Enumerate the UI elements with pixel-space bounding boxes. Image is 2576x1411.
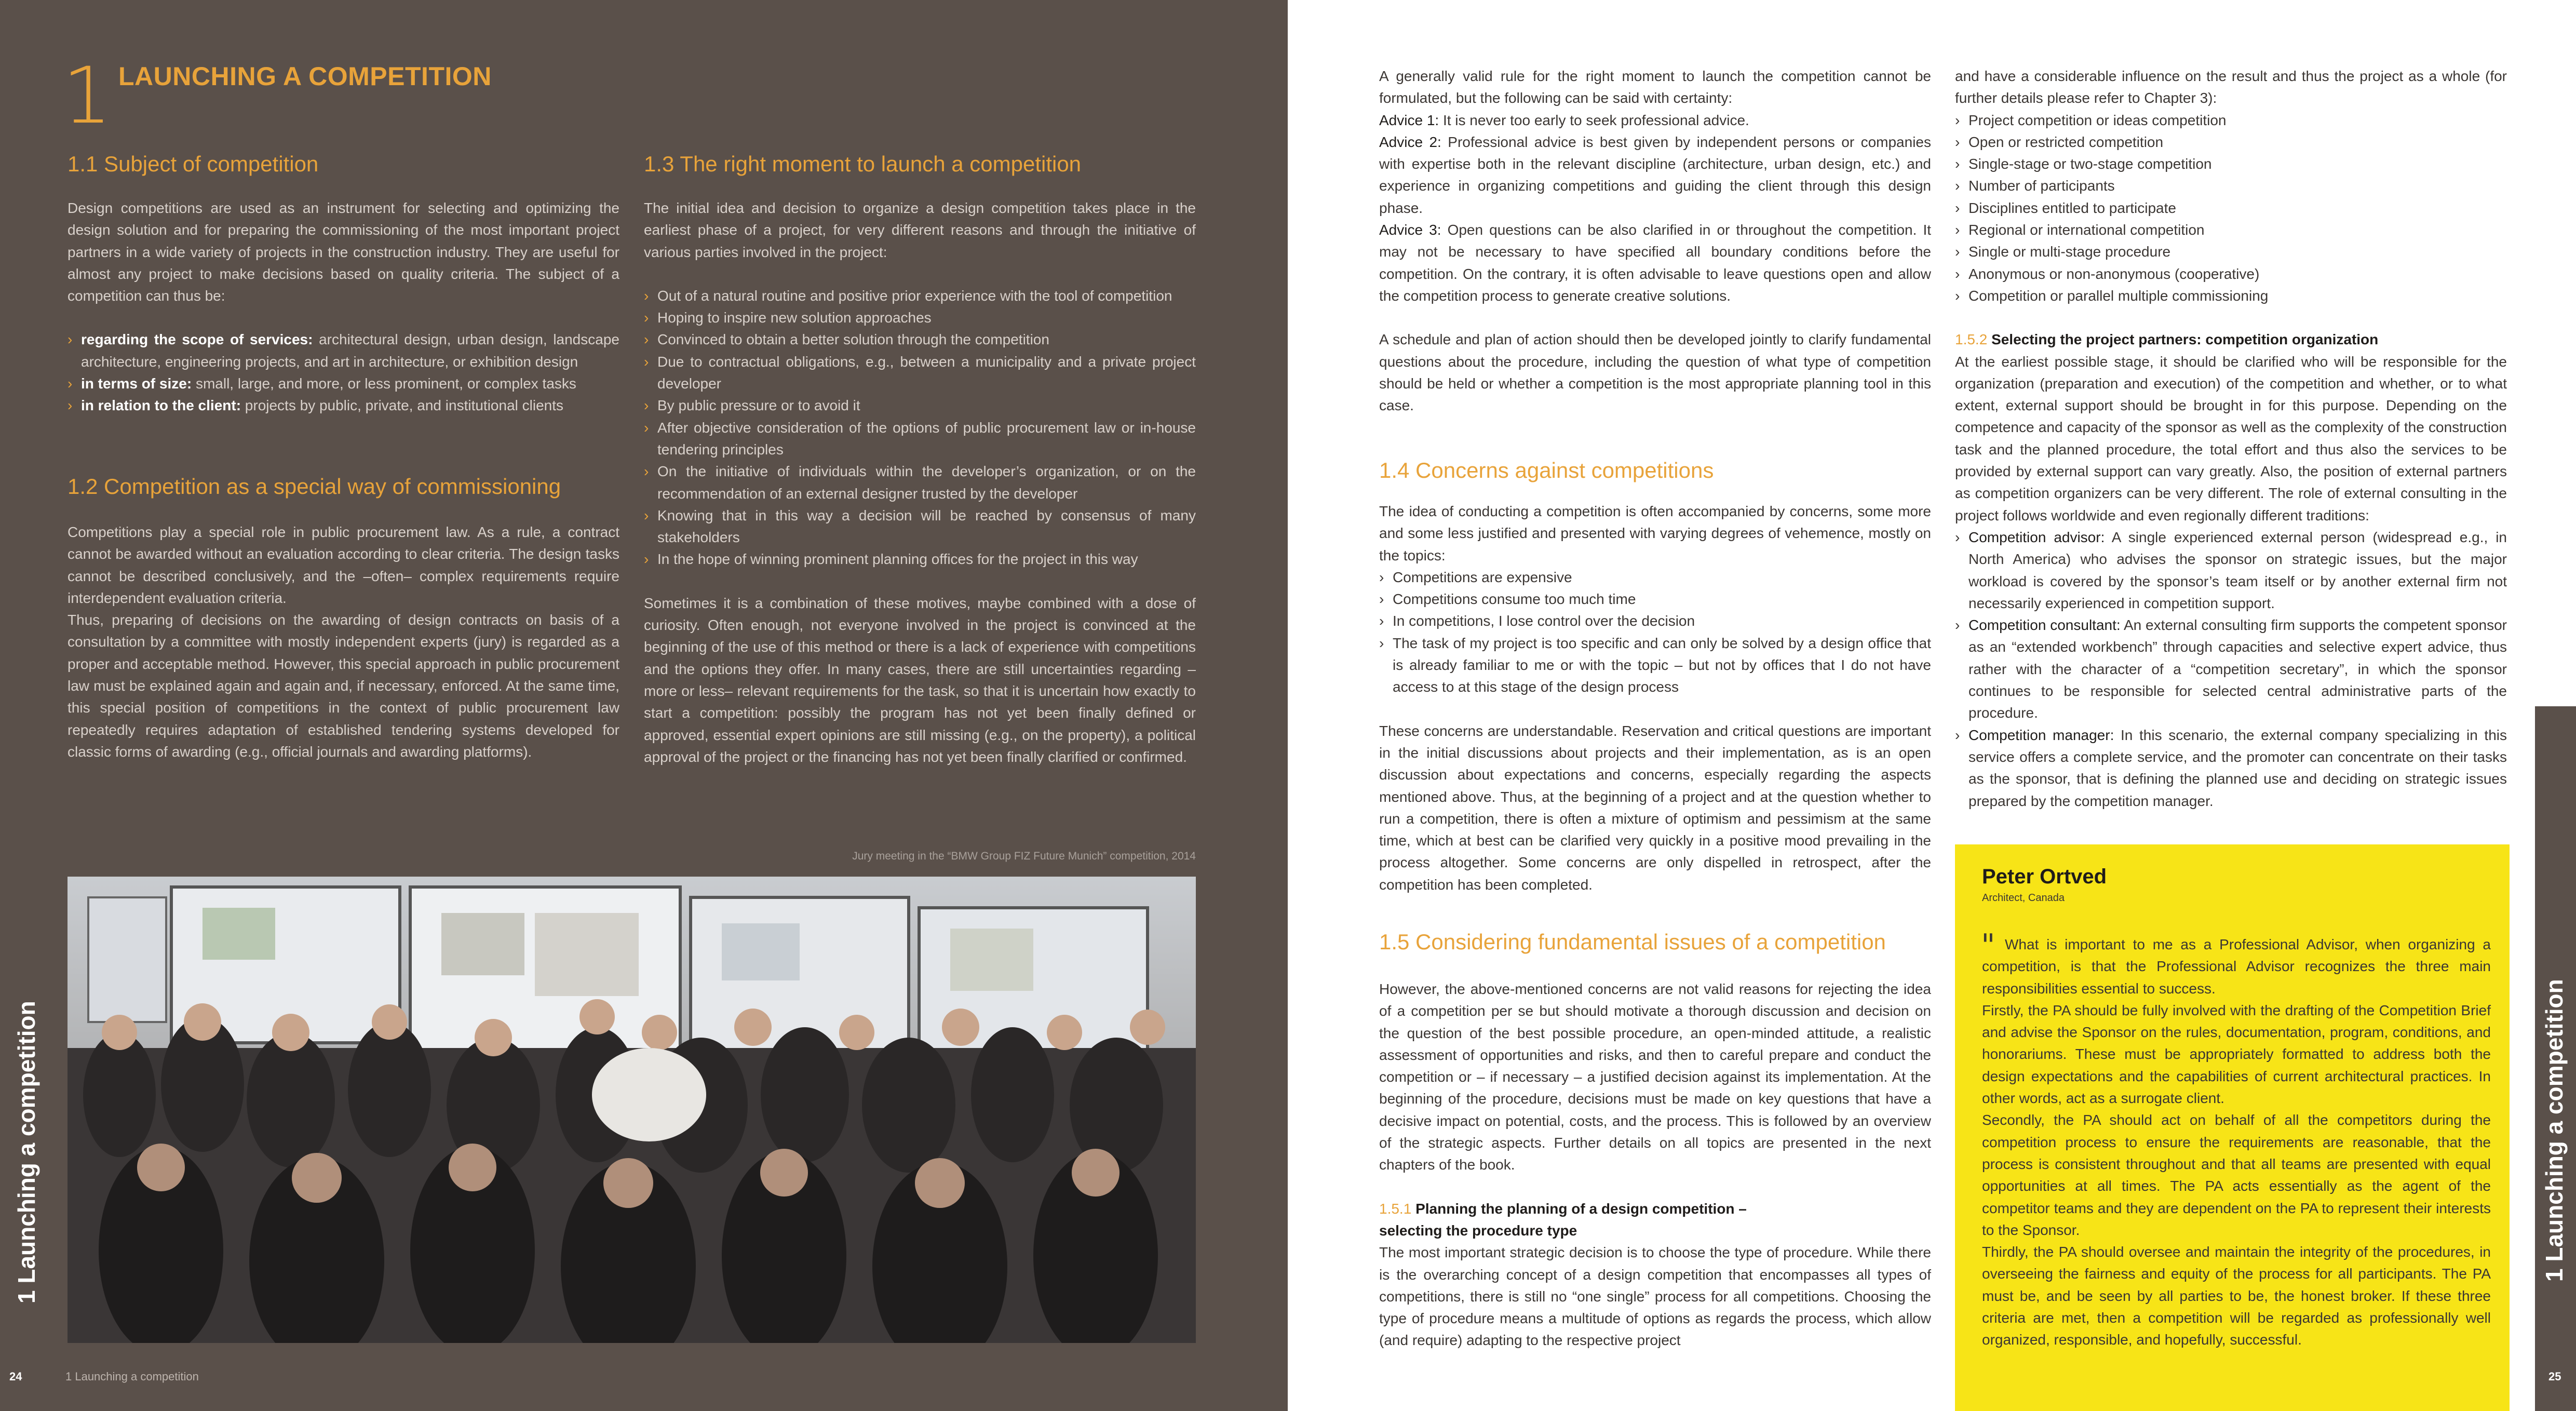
- advice-2: Advice 2: Professional advice is best given by independent persons or companies with expertise both in the relevant discipline (architecture, urban design, etc.) and experience in organizing competitions and guiding the client through this design phase.: [1379, 133, 1931, 216]
- list-item: › Project competition or ideas competition: [1955, 110, 2507, 131]
- consulting-types-list: [1955, 527, 2507, 812]
- right-column-1: [1379, 65, 1931, 416]
- s14-outro: These concerns are understandable. Reservation and critical questions are important in the initial discussions about projects and their implementation, as is an open discussion about expectations and concerns, especially regarding the aspects mentioned above. Thus, at the beginning of a project and at the question whether to run a competition, there is often a mixture of optimism and pessimism at the same time, which at best can be clarified very quickly in a positive mood prevailing in the process altogether. Some concerns are only dispelled in retrospect, after the competition has been completed.: [1379, 722, 1931, 893]
- advice-1: Advice 1: It is never too early to seek professional advice.: [1379, 112, 1749, 128]
- procedure-options-list: [1955, 110, 2507, 307]
- list-item: › Number of participants: [1955, 175, 2507, 197]
- s12-p2: Thus, preparing of decisions on the awarding of design contracts on basis of a consultation by a committee with mostly independent experts (jury) is regarded as a proper and acceptable method. However, this special approach in public procurement law must be explained again and again and, if necessary, enforced. At the same time, this special position of competitions in the context of public procurement law repeatedly requires adaptation of established tendering systems developed for classic forms of awarding (e.g., official journals and awarding platforms).: [68, 612, 619, 760]
- heading-1-2: 1.2 Competition as a special way of commissioning: [68, 474, 561, 499]
- rc2-intro: and have a considerable influence on the result and thus the project as a whole (for further details please refer to Chapter 3):: [1955, 68, 2507, 106]
- advice-3: Advice 3: Open questions can be also clarified in or throughout the competition. It may not be necessary to have specified all boundary conditions before the competition. On the contrary, it is often advisable to leave questions open and allow the competition process to generate creative solutions.: [1379, 222, 1932, 304]
- list-item: › In competitions, I lose control over the decision: [1379, 610, 1931, 632]
- right-page: [1288, 0, 2576, 1411]
- list-item: › In the hope of winning prominent planning offices for the project in this way: [644, 548, 1196, 570]
- list-item: › Due to contractual obligations, e.g., between a municipality and a private project developer: [644, 351, 1196, 395]
- s14-list: [1379, 567, 1931, 698]
- page-number-right: 25: [2548, 1370, 2561, 1383]
- section-1-3-body: [644, 197, 1196, 768]
- photo-illustration: [68, 877, 1196, 1343]
- page-number-left: 24: [9, 1370, 22, 1383]
- heading-1-1: 1.1 Subject of competition: [68, 152, 319, 176]
- list-item: › Disciplines entitled to participate: [1955, 197, 2507, 219]
- list-item: › Competitions consume too much time: [1379, 588, 1931, 610]
- list-item: › The task of my project is too specific and can only be solved by a design office that is already familiar to me or with the topic – but not by offices that I do not have access to at this stage of the design process: [1379, 633, 1931, 698]
- s14-intro: The idea of conducting a competition is often accompanied by concerns, some more and some less justified and presented with varying degrees of vehemence, mostly on the topics:: [1379, 503, 1931, 563]
- photo-caption: Jury meeting in the “BMW Group FIZ Future Munich” competition, 2014: [852, 850, 1196, 862]
- chapter-number: 1: [62, 51, 112, 141]
- list-item: › regarding the scope of services: architectural design, urban design, landscape architecture, engineering projects, and art in architecture, or exhibition design: [68, 329, 619, 373]
- section-1-4-body: [1379, 501, 1931, 896]
- list-item: › in relation to the client: projects by public, private, and institutional clients: [68, 395, 619, 416]
- quote-p4: Thirdly, the PA should oversee and maintain the integrity of the procedures, in overseeing the fairness and equity of the process for all participants. The PA must be, and be seen by all parties to be, the honest broker. If these three criteria are met, then a competition will be regarded as professionally well organized, responsible, and hopefully, successful.: [1982, 1244, 2491, 1348]
- list-item: › Single-stage or two-stage competition: [1955, 153, 2507, 175]
- heading-1-4: 1.4 Concerns against competitions: [1379, 458, 1714, 482]
- s12-p1: Competitions play a special role in public procurement law. As a rule, a contract cannot be awarded without an evaluation according to clear criteria. The design tasks cannot be described conclusively, and the –often– complex requirements require interdependent evaluation criteria.: [68, 524, 619, 606]
- list-item: › After objective consideration of the options of public procurement law or in-house tendering principles: [644, 417, 1196, 461]
- list-item: › Hoping to inspire new solution approaches: [644, 307, 1196, 329]
- list-item: › Open or restricted competition: [1955, 131, 2507, 153]
- s151-text: The most important strategic decision is to choose the type of procedure. While there is the overarching concept of a design competition that encompasses all types of competitions, there is still no “one single” process for all competitions. Choosing the type of procedure means a multitude of options as regards the process, which allow (and require) adapting to the respective project: [1379, 1244, 1931, 1349]
- rc1-schedule: A schedule and plan of action should then be developed jointly to clarify fundamental questions about the procedure, including the question of what type of competition should be held or whether a competition is the most appropriate planning tool in this case.: [1379, 331, 1931, 414]
- list-item: › Competition advisor: A single experienced external person (widespread e.g., in North America) who advises the sponsor on strategic issues, but the major workload is covered by the sponsor’s team itself or by another external firm not necessarily experienced in competition support.: [1955, 527, 2507, 614]
- quote-box: [1955, 844, 2510, 1411]
- quote-p3: Secondly, the PA should act on behalf of all the competitors during the competition process to ensure the requirements are reasonable, that the process is consistent throughout and that all teams are presented with equal opportunities at all times. The PA acts essentially as the agent of the competitor teams and they are dependent on the PA to represent their interests to the Sponsor.: [1982, 1112, 2491, 1238]
- list-item: › Single or multi-stage procedure: [1955, 241, 2507, 263]
- list-item: › Convinced to obtain a better solution through the competition: [644, 329, 1196, 351]
- heading-1-5-1-line2: selecting the procedure type: [1379, 1222, 1577, 1239]
- list-item: › Competition consultant: An external consulting firm supports the competent sponsor as an “extended workbench” through capacities and selective expert advice, thus rather with the character of a “competition secretary”, in which the sponsor continues to be responsible for selected central administrative parts of the procedure.: [1955, 614, 2507, 724]
- chapter-title: LAUNCHING A COMPETITION: [118, 62, 492, 91]
- list-item: › Knowing that in this way a decision will be reached by consensus of many stakeholders: [644, 505, 1196, 549]
- vertical-chapter-label-right: 1 Launching a competition: [2541, 979, 2568, 1282]
- list-item: › On the initiative of individuals within the developer’s organization, or on the recommendation of an external designer trusted by the developer: [644, 461, 1196, 505]
- heading-1-3: 1.3 The right moment to launch a competition: [644, 152, 1082, 176]
- list-item: › in terms of size: small, large, and more, or less prominent, or complex tasks: [68, 373, 619, 395]
- list-item: › Competitions are expensive: [1379, 567, 1931, 588]
- heading-1-5: 1.5 Considering fundamental issues of a competition: [1379, 930, 1886, 954]
- list-item: › Regional or international competition: [1955, 219, 2507, 241]
- jury-meeting-photo: [68, 877, 1196, 1343]
- quote-author-role: Architect, Canada: [1982, 892, 2065, 904]
- quote-mark-icon: ": [1981, 928, 1995, 964]
- rc1-intro: A generally valid rule for the right moment to launch the competition cannot be formulated, but the following can be said with certainty:: [1379, 68, 1931, 106]
- vertical-chapter-label-left: 1 Launching a competition: [13, 1001, 40, 1304]
- list-item: › Anonymous or non-anonymous (cooperative): [1955, 263, 2507, 285]
- s13-intro: The initial idea and decision to organize a design competition takes place in the earliest phase of a project, for very different reasons and through the initiative of various parties involved in the project:: [644, 200, 1196, 260]
- heading-1-5-1: 1.5.1 Planning the planning of a design competition –: [1379, 1200, 1747, 1217]
- quote-p2: Firstly, the PA should be fully involved with the drafting of the Competition Brief and advise the Sponsor on the rules, documentation, program, conditions, and honorariums. These must be appropriately formatted to address both the design expectations and the capabilities of current architectural practices. In other words, act as a surrogate client.: [1982, 1002, 2491, 1107]
- quote-author-name: Peter Ortved: [1982, 865, 2107, 888]
- s15-text: However, the above-mentioned concerns are not valid reasons for rejecting the idea of a competition per se but should motivate a thorough discussion and decision on the question of the best possible procedure, an open-minded attitude, a realistic assessment of opportunities and risks, and then to careful prepare and conduct the competition or – if necessary – a justified decision against its implementation. At the beginning of the procedure, decisions must be made on key questions that have a decisive impact on potential, costs, and the process. This is followed by an overview of the strategic aspects. Further details on all topics are presented in the next chapters of the book.: [1379, 981, 1931, 1173]
- section-1-2-body: [68, 521, 619, 763]
- s13-list: [644, 285, 1196, 571]
- quote-p1: What is important to me as a Professional Advisor, when organizing a competition, is that the Professional Advisor recognizes the three main responsibilities essential to success.: [1982, 936, 2491, 997]
- list-item: › Competition manager: In this scenario, the external company specializing in this service offers a complete service, and the promoter can concentrate on their tasks as the sponsor, that is defining the planned use and deciding on strategic issues prepared by the competition manager.: [1955, 724, 2507, 812]
- quote-text: [1981, 928, 2491, 1351]
- heading-1-5-2: 1.5.2 Selecting the project partners: competition organization: [1955, 331, 2379, 348]
- list-item: › Out of a natural routine and positive prior experience with the tool of competition: [644, 285, 1196, 307]
- s152-text: At the earliest possible stage, it should be clarified who will be responsible for the organization (preparation and execution) of the competition and whether, or to what extent, external support should be brought in for this purpose. Depending on the competence and capacity of the sponsor as well as the complexity of the construction task and the planned procedure, the total effort and thus also the services to be provided by external support can vary greatly. Also, the position of external partners as competition organizers can be very different. The role of external consulting in the project follows worldwide and even regionally different traditions:: [1955, 353, 2507, 523]
- s11-list: [68, 329, 619, 416]
- s13-outro: Sometimes it is a combination of these motives, maybe combined with a dose of curiosity. Often enough, not everyone involved in the project is convinced at the beginning of the use of this method or there is a lack of experience with competitions and the options they offer. In many cases, there are still uncertainties regarding –more or less– relevant requirements for the task, so that it is uncertain how exactly to start a competition: possibly the program has not yet been finally defined or approved, essential expert opinions are still missing (e.g., on the property), a political approval of the project or the financing has not yet been finally clarified or confirmed.: [644, 595, 1196, 765]
- list-item: › By public pressure or to avoid it: [644, 395, 1196, 416]
- s11-intro: Design competitions are used as an instrument for selecting and optimizing the design solution and for preparing the commissioning of the most important project partners in a wide variety of projects in the construction industry. They are useful for almost any project to make decisions based on quality criteria. The subject of a competition can thus be:: [68, 200, 619, 304]
- right-column-2: [1955, 65, 2507, 812]
- running-footer: 1 Launching a competition: [65, 1370, 199, 1383]
- list-item: › Competition or parallel multiple commissioning: [1955, 285, 2507, 307]
- section-1-5-body: [1379, 978, 1931, 1352]
- section-1-1-body: [68, 197, 619, 417]
